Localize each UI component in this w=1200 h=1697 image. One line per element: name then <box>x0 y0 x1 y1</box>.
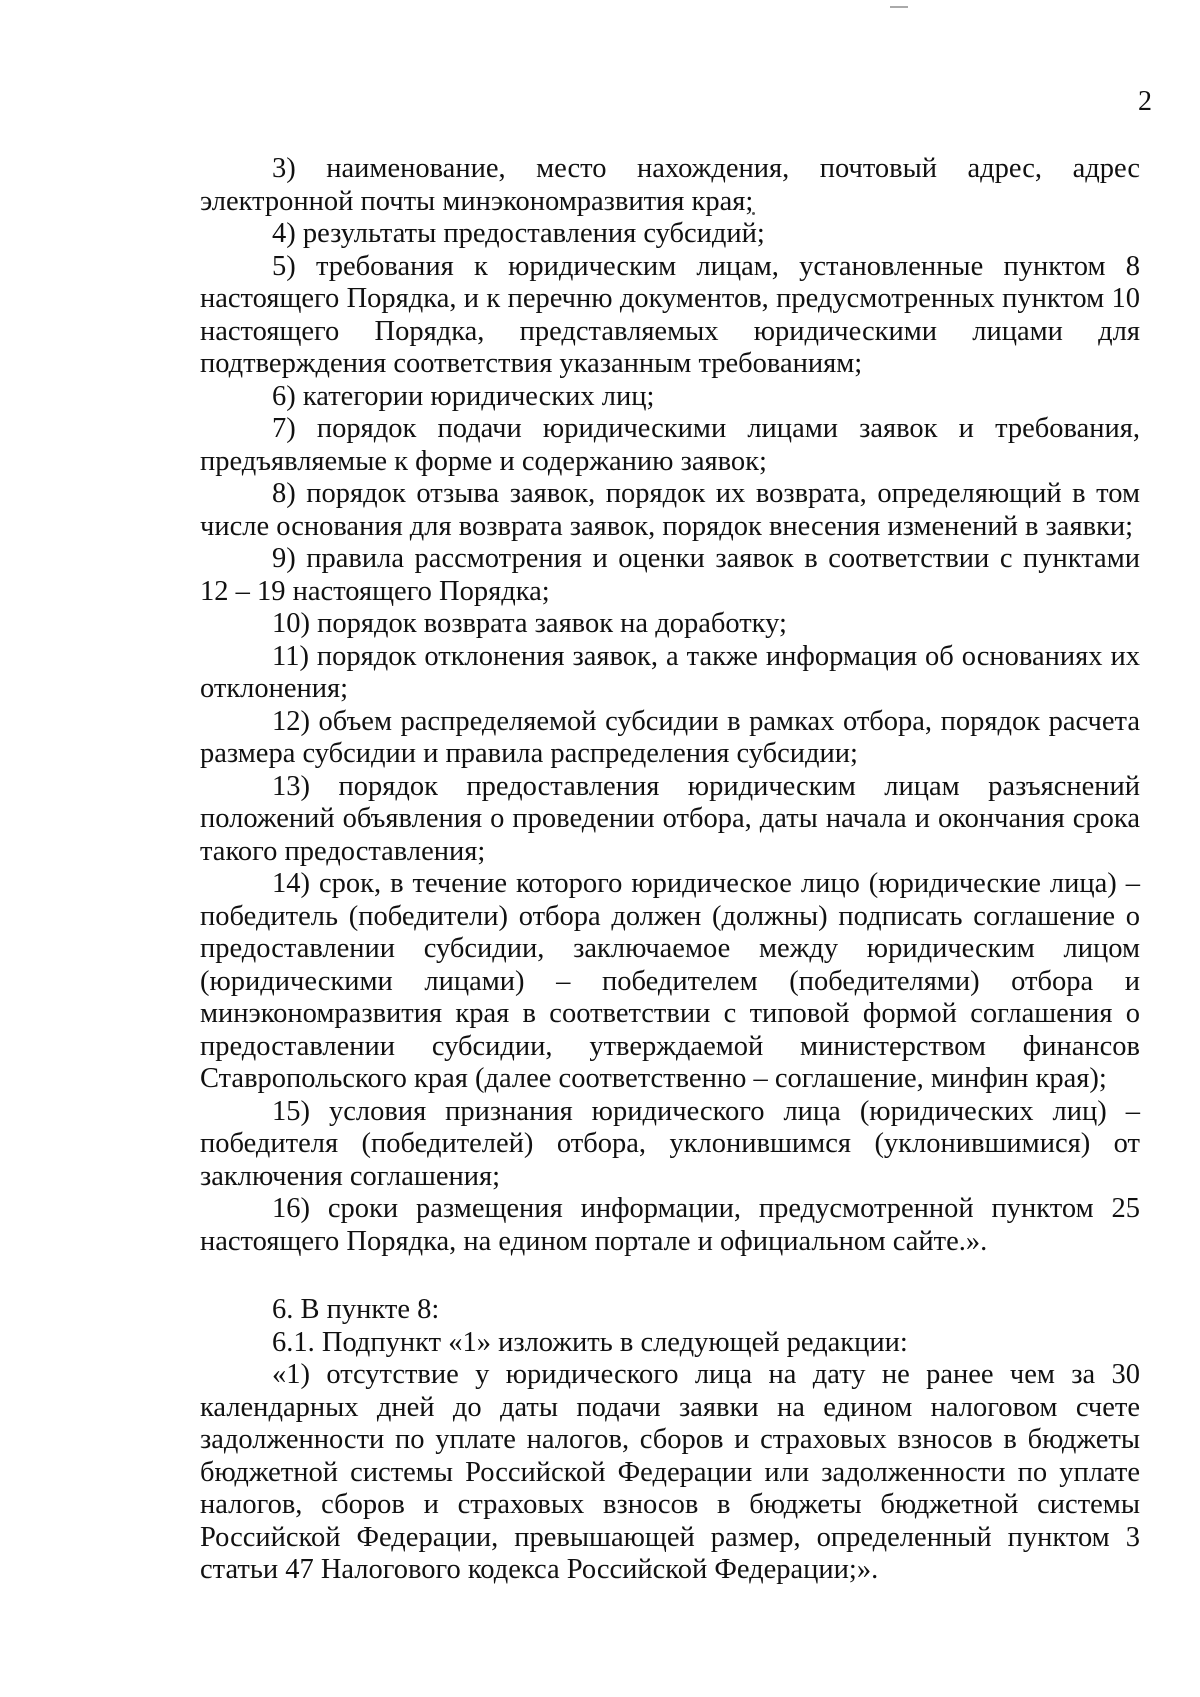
list-item-10: 10) порядок возврата заявок на доработку; <box>272 608 787 639</box>
scan-mark <box>890 6 908 8</box>
section-heading: 6. В пункте 8: <box>272 1294 440 1325</box>
subsection-heading: 6.1. Подпункт «1» изложить в следующей редакции: <box>272 1326 908 1358</box>
list-item-12: 12) объем распределяемой субсидии в рамках отбора, порядок расчета размера субсидии и правила распределения субсидии; <box>200 705 1140 769</box>
list-item-16: 16) сроки размещения информации, предусмотренной пунктом 25 настоящего Порядка, на едином портале и официальном сайте.». <box>200 1193 1140 1257</box>
list-item-7: 7) порядок подачи юридическими лицами заявок и требования, предъявляемые к форме и содержанию заявок; <box>200 413 1140 477</box>
list-item-15: 15) условия признания юридического лица (юридических лиц) – победителя (победителей) отбора, уклонившимся (уклонившимися) от заключения соглашения; <box>200 1095 1140 1192</box>
list-item-8: 8) порядок отзыва заявок, порядок их возврата, определяющий в том числе основания для возврата заявок, порядок внесения изменений в заявки; <box>200 478 1140 542</box>
list-item-11: 11) порядок отклонения заявок, а также информация об основаниях их отклонения; <box>200 640 1140 704</box>
list-item-14: 14) срок, в течение которого юридическое лицо (юридические лица) – победитель (победители) отбора должен (должны) подписать соглашение о предоставлении субсидии, заключаемое между юридическим лицом (юридическими лицами) – победителем (победителями) отбора и минэкономразвития края в соответствии с типовой формой соглашения о предоставлении субсидии, утверждаемой министерством финансов Ставропольского края (далее соответственно – соглашение, минфин края); <box>200 868 1140 1094</box>
document-body <box>200 153 1140 1587</box>
list-item-6: 6) категории юридических лиц; <box>272 380 655 412</box>
list-item-3: 3) наименование, место нахождения, почтовый адрес, адрес электронной почты минэкономразвития края; <box>200 153 1140 217</box>
list-item-9: 9) правила рассмотрения и оценки заявок в соответствии с пунктами 12 – 19 настоящего Порядка; <box>200 543 1140 607</box>
page-number: 2 <box>1138 86 1152 117</box>
list-item-5: 5) требования к юридическим лицам, установленные пунктом 8 настоящего Порядка, и к перечню документов, предусмотренных пунктом 10 настоящего Порядка, представляемых юридическими лицами для подтверждения соответствия указанным требованиям; <box>200 250 1140 379</box>
amended-text-quote: «1) отсутствие у юридического лица на дату не ранее чем за 30 календарных дней до даты подачи заявки на едином налоговом счете задолженности по уплате налогов, сборов и страховых взносов в бюджеты бюджетной системы Российской Федерации или задолженности по уплате налогов, сборов и страховых взносов в бюджеты бюджетной системы Российской Федерации, превышающей размер, определенный пунктом 3 статьи 47 Налогового кодекса Российской Федерации;». <box>200 1359 1140 1585</box>
list-item-13: 13) порядок предоставления юридическим лицам разъяснений положений объявления о проведении отбора, даты начала и окончания срока такого предоставления; <box>200 770 1140 867</box>
list-item-4: 4) результаты предоставления субсидий; <box>272 218 765 249</box>
section-gap <box>200 1258 1140 1294</box>
